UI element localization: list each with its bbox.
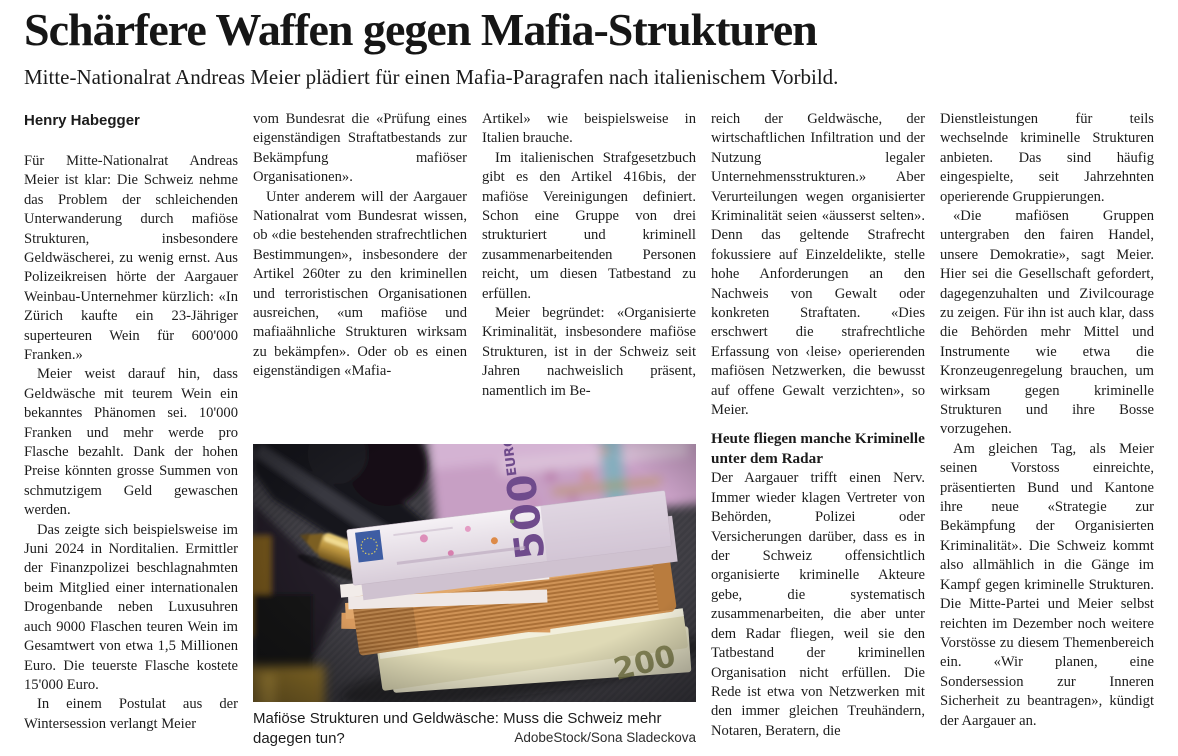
paragraph: Artikel» wie beispielsweise in Italien brauche. <box>482 110 696 147</box>
paragraph: reich der Geldwäsche, der wirtschaftlichen Infiltration und der Nutzung legaler Unternehmensstrukturen.» Aber Verurteilungen wegen organisierter Kriminalität seien «äusserst selten». Denn das geltende Strafrecht fokussiere auf Einzeldelikte, stelle hohe Anforderungen an den Nachweis von Gewalt oder konkreten Straftaten. «Dies erschwert die strafrechtliche Erfassung von ‹leise› operierenden mafiösen Netzwerken, die bewusst auf offene Gewalt verzichten», so Meier. <box>711 110 925 419</box>
paragraph: Meier begründet: «Organisierte Kriminalität, insbesondere mafiöse Strukturen, ist in der Schweiz seit Jahren nachweislich präsent, namentlich im Be- <box>482 305 696 399</box>
article-photo <box>253 444 696 702</box>
paragraph: Für Mitte-Nationalrat Andreas Meier ist klar: Die Schweiz nehme das Problem der schleichenden Unterwanderung durch mafiöse Strukturen, insbesondere Geldwäscherei, zu wenig ernst. Aus Polizeikreisen hörte der Aargauer Weinbau-Unternehmer kürzlich: «In Zürich kaufte ein 23-Jähriger superteuren Wein für 600'000 Franken.» <box>24 152 238 363</box>
paragraph: Meier weist darauf hin, dass Geldwäsche mit teurem Wein ein bekanntes Phänomen sei. 10'000 Franken und mehr werde pro Flasche bezahlt. Dank der hohen Preise könnten grosse Summen von schmutzigem Geld gewaschen werden. <box>24 366 238 519</box>
paragraph: Am gleichen Tag, als Meier seinen Vorstoss einreichte, präsentierten Bund und Kantone ihre neue «Strategie zur Bekämpfung der Organisierten Kriminalität». Die Schweiz kommt also allmählich in die Gänge im Kampf gegen kriminelle Strukturen. Die Mitte-Partei und Meier selbst reichten im Dezember noch weitere Vorstösse zu diesem Themenbereich ein. «Wir planen, eine Sondersession zur Inneren Sicherheit zu beantragen», kündigt der Aargauer an. <box>940 440 1154 729</box>
photo-illustration <box>253 444 696 702</box>
column-2 <box>253 110 467 444</box>
column-4 <box>711 110 925 749</box>
column-1 <box>24 110 238 749</box>
paragraph: Der Aargauer trifft einen Nerv. Immer wieder klagen Vertreter von Behörden, Polizei oder Versicherungen darüber, dass es in der Schweiz offensichtlich organisierte kriminelle Akteure gebe, die systematisch zusammenarbeiten, die aber unter dem Radar fliegen, weil sie den Tatbestand der kriminellen Organisation nicht erfüllen. Die Rede ist etwa von Netzwerken mit den immer gleichen Treuhändern, Notaren, Beratern, die <box>711 470 925 739</box>
paragraph: «Die mafiösen Gruppen untergraben den fairen Handel, unsere Demokratie», sagt Meier. Hier sei die Gesellschaft gefordert, dagegenzuhalten und Zivilcourage zu zeigen. Für ihn ist auch klar, dass die Behörden mehr Mittel und Instrumente wie etwa die Kronzeugenregelung brauchen, um wirksam gegen kriminelle Strukturen und ihre Bosse vorzugehen. <box>940 207 1154 438</box>
column-5 <box>940 110 1154 749</box>
paragraph: Im italienischen Strafgesetzbuch gibt es den Artikel 416bis, der mafiöse Vereinigungen definiert. Schon eine Gruppe von drei strukturiert und kriminell zusammenarbeitenden Personen reicht, um diesen Tatbestand zu erfüllen. <box>482 149 696 302</box>
paragraph: Unter anderem will der Aargauer Nationalrat vom Bundesrat wissen, ob «die bestehenden strafrechtlichen Bestimmungen», insbesondere der Artikel 260ter zu den kriminellen und terroristischen Organisationen ausreichen, «um mafiöse und mafiaähnliche Strukturen wirksam zu bekämpfen». Oder ob es einen eigenständigen «Mafia- <box>253 188 467 380</box>
page-title: Schärfere Waffen gegen Mafia-Strukturen <box>24 4 817 55</box>
photo-caption-row <box>253 709 696 749</box>
photo-caption: Mafiöse Strukturen und Geldwäsche: Muss die Schweiz mehr dagegen tun? <box>253 709 662 747</box>
photo-credit: AdobeStock/Sona Sladeckova <box>514 729 696 745</box>
article-subtitle: Mitte-Nationalrat Andreas Meier plädiert für einen Mafia-Paragrafen nach italienischem Vorbild. <box>24 64 839 89</box>
photo-block <box>253 444 696 749</box>
paragraph: vom Bundesrat die «Prüfung eines eigenständigen Straftatbestands zur Bekämpfung mafiöser Organisationen». <box>253 110 467 186</box>
paragraph: Das zeigte sich beispielsweise im Juni 2024 in Norditalien. Ermittler der Finanzpolizei beschlagnahmten beim Mitglied einer internationalen Drogenbande neben Luxusuhren auch 9000 Flaschen teuren Wein im Gesamtwert von etwa 1,5 Millionen Euro. Die teuerste Flasche kostete 15'000 Euro. <box>24 521 238 693</box>
paragraph: In einem Postulat aus der Wintersession verlangt Meier <box>24 696 238 732</box>
paragraph: Dienstleistungen für teils wechselnde kriminelle Strukturen anbieten. Das sind häufig eingespielte, seit Jahrzehnten operierende Gruppierungen. <box>940 110 1154 205</box>
author-byline: Henry Habegger <box>24 111 140 129</box>
section-subheading: Heute fliegen manche Kriminelle unter dem Radar <box>711 430 925 467</box>
column-3 <box>482 110 696 444</box>
vignette-overlay <box>253 444 696 702</box>
article-columns <box>24 110 1154 749</box>
